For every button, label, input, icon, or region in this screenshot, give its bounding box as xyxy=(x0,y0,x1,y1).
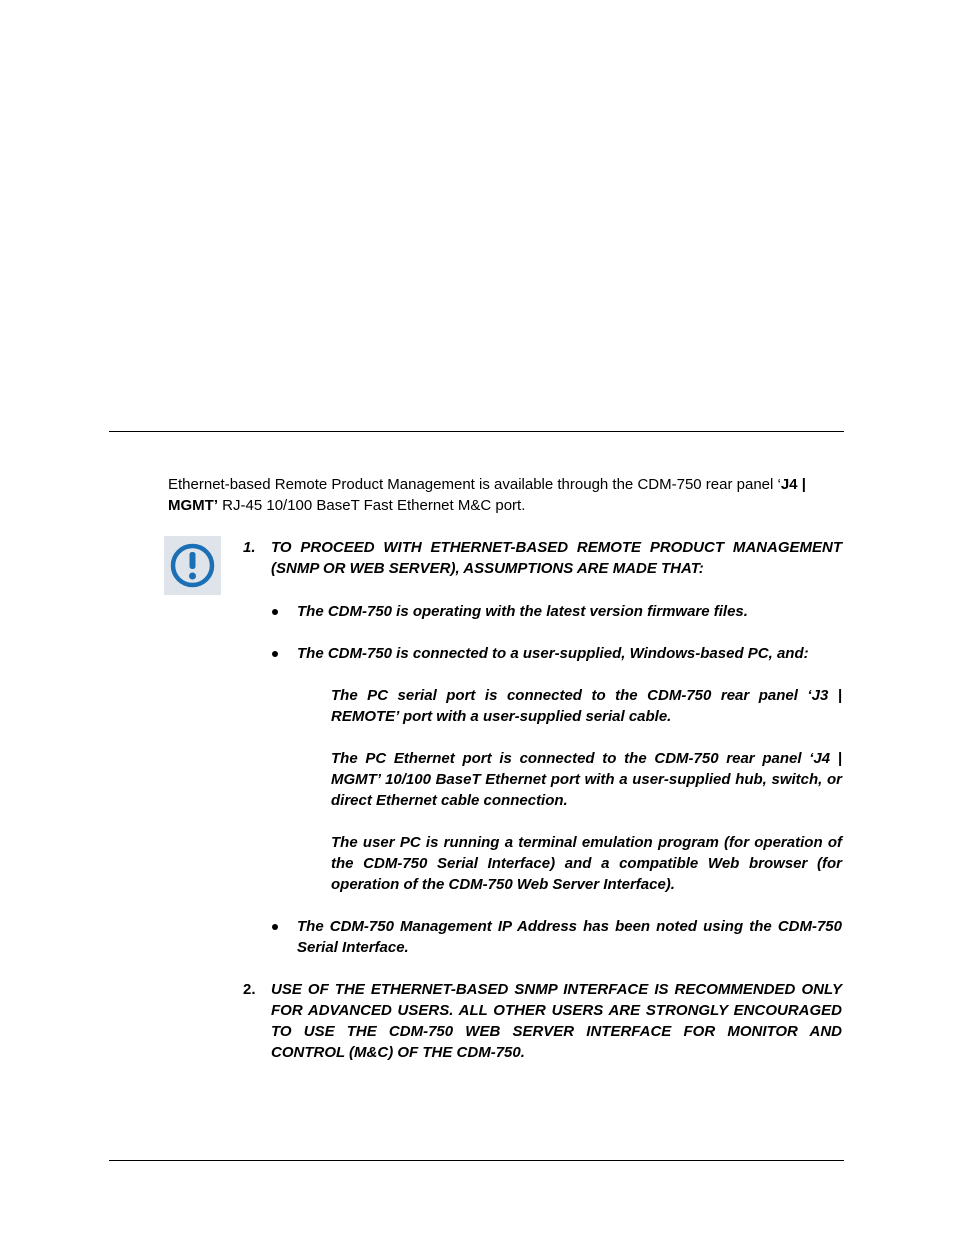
intro-text-b: RJ-45 10/100 BaseT Fast Ethernet M&C port. xyxy=(218,497,526,514)
sub-item-serial-port: The PC serial port is connected to the CDM-750 rear panel ‘J3 | REMOTE’ port with a user-supplied serial cable. xyxy=(331,687,842,725)
bullet-dot xyxy=(272,609,278,615)
intro-bold-mgmt: MGMT’ xyxy=(168,497,218,514)
intro-text-a: Ethernet-based Remote Product Management is available through the CDM-750 rear panel ‘ xyxy=(168,476,781,493)
bullet-2-text: The CDM-750 is connected to a user-supplied, Windows-based PC, and: xyxy=(297,645,809,662)
sub-item-ethernet-port: The PC Ethernet port is connected to the CDM-750 rear panel ‘J4 | MGMT’ 10/100 BaseT Ethernet port with a user-supplied hub, switch, or direct Ethernet cable connection. xyxy=(331,750,842,809)
section-divider-top xyxy=(109,431,844,432)
item-2-text: USE OF THE ETHERNET-BASED SNMP INTERFACE IS RECOMMENDED ONLY FOR ADVANCED USERS. ALL OTHER USERS ARE STRONGLY ENCOURAGED TO USE THE CDM-750 WEB SERVER INTERFACE FOR MONITOR AND CONTROL (M&C) OF THE CDM-750. xyxy=(271,981,842,1061)
footer-divider xyxy=(109,1160,844,1161)
sub-item-terminal-emulation: The user PC is running a terminal emulation program (for operation of the CDM-750 Serial Interface) and a compatible Web browser (for operation of the CDM-750 Web Server Interface). xyxy=(331,834,842,893)
intro-line-1 xyxy=(168,474,844,495)
important-notice-icon xyxy=(164,536,221,595)
bullet-3-text: The CDM-750 Management IP Address has been noted using the CDM-750 Serial Interface. xyxy=(297,918,842,956)
intro-line-2 xyxy=(168,495,844,516)
item-2-number: 2. xyxy=(243,981,256,998)
bullet-dot xyxy=(272,924,278,930)
intro-bold-j4: J4 | xyxy=(780,476,806,493)
bullet-1-text: The CDM-750 is operating with the latest version firmware files. xyxy=(297,603,748,620)
item-1-number: 1. xyxy=(243,539,256,556)
bullet-dot xyxy=(272,651,278,657)
item-1-text: TO PROCEED WITH ETHERNET-BASED REMOTE PRODUCT MANAGEMENT (SNMP OR WEB SERVER), ASSUMPTIONS ARE MADE THAT: xyxy=(271,539,842,577)
